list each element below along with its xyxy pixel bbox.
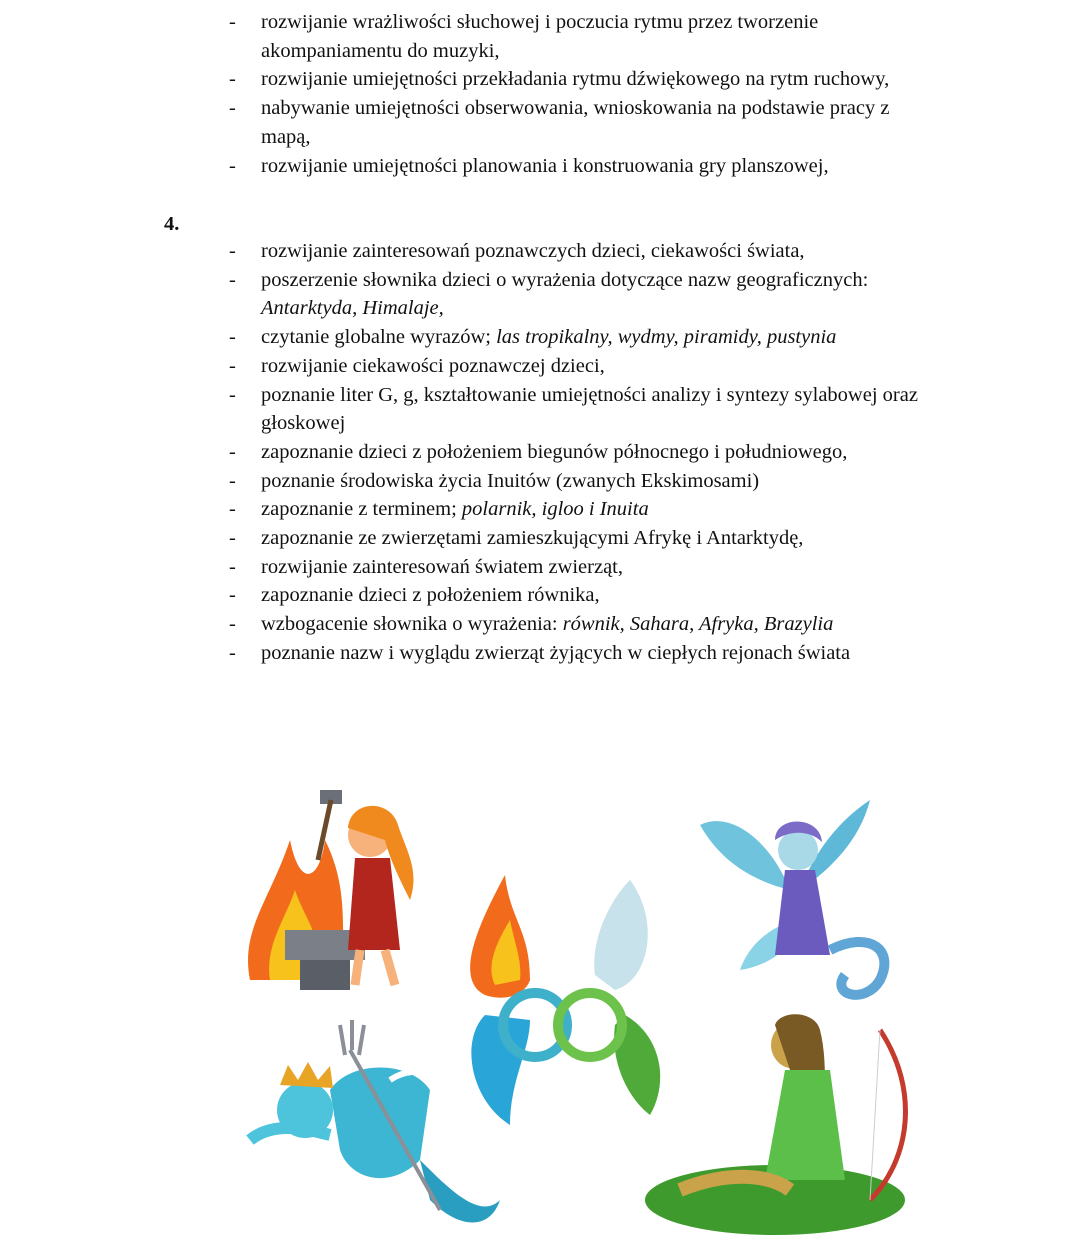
four-elements-swirl-icon	[470, 875, 660, 1125]
objective-item	[0, 237, 941, 266]
list-bullet: -	[229, 68, 236, 91]
objectives-list-top	[0, 8, 1080, 180]
water-merman-icon	[250, 1020, 500, 1223]
objective-italic-terms: las tropikalny, wydmy, piramidy, pustynia	[496, 326, 837, 349]
list-bullet: -	[229, 326, 236, 349]
section-number: 4.	[164, 213, 180, 235]
objective-italic-terms: Antarktyda, Himalaje,	[261, 297, 444, 320]
objective-italic-terms: równik, Sahara, Afryka, Brazylia	[562, 613, 834, 636]
objective-text: poznanie środowiska życia Inuitów (zwanych Ekskimosami)	[261, 469, 760, 492]
objective-item	[0, 467, 941, 496]
objective-text: rozwijanie umiejętności przekładania rytmu dźwiękowego na rytm ruchowy,	[261, 68, 890, 91]
objective-text: rozwijanie zainteresowań poznawczych dzieci, ciekawości świata,	[261, 240, 805, 262]
objective-item	[0, 438, 941, 467]
fire-spirit-icon	[248, 790, 413, 990]
objective-text: poznanie liter G, g, kształtowanie umiejętności analizy i syntezy sylabowej oraz głoskowej	[261, 383, 918, 435]
objective-text: nabywanie umiejętności obserwowania, wnioskowania na podstawie pracy z mapą,	[261, 97, 890, 148]
objective-text: wzbogacenie słownika o wyrażenia:	[261, 613, 563, 636]
air-fairy-icon	[700, 800, 884, 995]
objective-item	[0, 8, 941, 65]
objective-item	[0, 352, 941, 381]
objective-item	[0, 266, 941, 323]
objective-text: zapoznanie ze zwierzętami zamieszkującymi Afrykę i Antarktydę,	[261, 527, 804, 550]
objective-item	[0, 94, 941, 151]
objective-text: zapoznanie z terminem;	[261, 498, 462, 521]
objective-text: poznanie nazw i wyglądu zwierząt żyjących w ciepłych rejonach świata	[261, 641, 851, 664]
earth-archer-icon	[645, 1014, 905, 1235]
objective-text: rozwijanie wrażliwości słuchowej i poczucia rytmu przez tworzenie akompaniamentu do muzyki,	[261, 11, 819, 62]
objective-italic-terms: polarnik, igloo i Inuita	[461, 498, 649, 521]
list-bullet: -	[229, 354, 236, 377]
objective-item	[0, 152, 941, 181]
list-bullet: -	[229, 641, 236, 664]
objective-text: zapoznanie dzieci z położeniem równika,	[261, 584, 600, 607]
objective-text: poszerzenie słownika dzieci o wyrażenia dotyczące nazw geograficznych:	[261, 268, 869, 291]
list-bullet: -	[229, 469, 236, 492]
objective-item	[0, 581, 941, 610]
list-bullet: -	[229, 240, 236, 262]
objective-text: zapoznanie dzieci z położeniem biegunów północnego i południowego,	[261, 440, 848, 463]
list-bullet: -	[229, 154, 236, 177]
objective-item	[0, 381, 941, 438]
objective-item	[0, 610, 941, 639]
objective-item	[0, 323, 941, 352]
list-bullet: -	[229, 383, 236, 406]
four-elements-illustration	[230, 780, 920, 1250]
objective-item	[0, 65, 941, 94]
list-bullet: -	[229, 11, 236, 33]
list-bullet: -	[229, 613, 236, 636]
list-bullet: -	[229, 527, 236, 550]
objective-item	[0, 553, 941, 582]
list-bullet: -	[229, 268, 236, 291]
objective-text: rozwijanie umiejętności planowania i konstruowania gry planszowej,	[261, 154, 829, 177]
objective-item	[0, 639, 941, 668]
objective-item	[0, 524, 941, 553]
objective-text: rozwijanie zainteresowań światem zwierząt,	[261, 555, 623, 578]
objective-text: rozwijanie ciekawości poznawczej dzieci,	[261, 354, 605, 377]
list-bullet: -	[229, 440, 236, 463]
list-bullet: -	[229, 584, 236, 607]
list-bullet: -	[229, 97, 236, 120]
objectives-list-main	[0, 237, 1080, 668]
objective-item	[0, 495, 941, 524]
objective-text: czytanie globalne wyrazów;	[261, 326, 497, 349]
list-bullet: -	[229, 498, 236, 521]
list-bullet: -	[229, 555, 236, 578]
